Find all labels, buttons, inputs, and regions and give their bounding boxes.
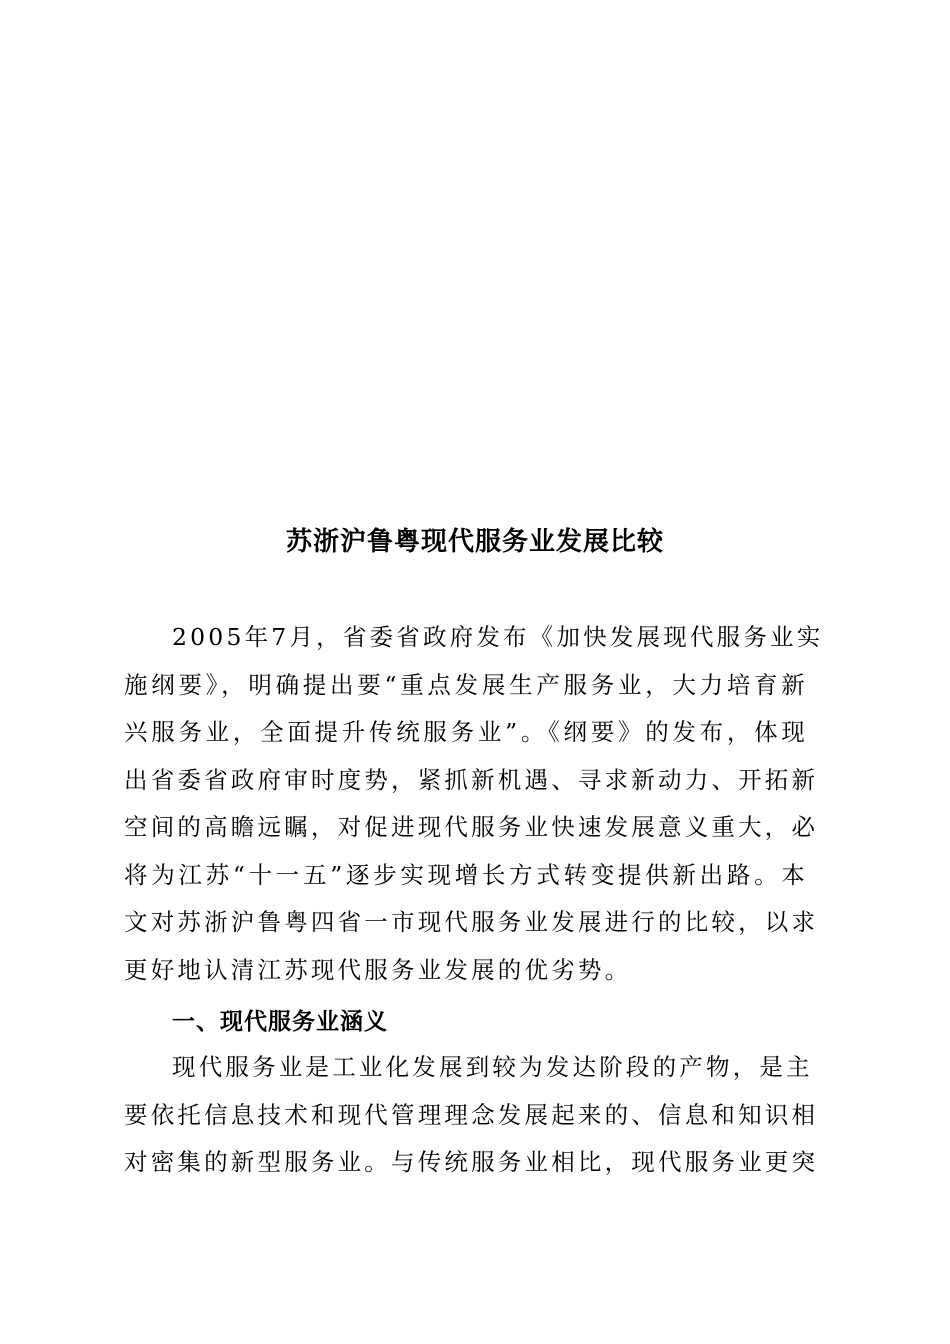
paragraph-intro (124, 614, 824, 994)
paragraph-line: 更好地认清江苏现代服务业发展的优劣势。 (124, 955, 632, 984)
paragraph-line: 施纲要》，明确提出要“重点发展生产服务业，大力培育新 (124, 670, 808, 699)
paragraph-line: 要依托信息技术和现代管理理念发展起来的、信息和知识相 (124, 1100, 819, 1129)
paragraph-line: 兴服务业，全面提升传统服务业”。《纲要》的发布，体现 (124, 718, 808, 746)
paragraph-line: 2005年7月，省委省政府发布《加快发展现代服务业实 (172, 623, 824, 651)
paragraph-definition (124, 1044, 819, 1187)
paragraph-line: 空间的高瞻远瞩，对促进现代服务业快速发展意义重大，必 (124, 813, 819, 841)
paragraph-line: 将为江苏“十一五”逐步实现增长方式转变提供新出路。本 (124, 860, 808, 889)
paragraph-line: 对密集的新型服务业。与传统服务业相比，现代服务业更突 (124, 1148, 819, 1176)
paragraph-line: 现代服务业是工业化发展到较为发达阶段的产物，是主 (172, 1053, 813, 1081)
paragraph-line: 文对苏浙沪鲁粤四省一市现代服务业发展进行的比较，以求 (124, 908, 819, 936)
document-title: 苏浙沪鲁粤现代服务业发展比较 (285, 527, 664, 557)
paragraph-line: 出省委省政府审时度势，紧抓新机遇、寻求新动力、开拓新 (124, 765, 819, 794)
section-heading: 一、现代服务业涵义 (172, 1009, 388, 1035)
